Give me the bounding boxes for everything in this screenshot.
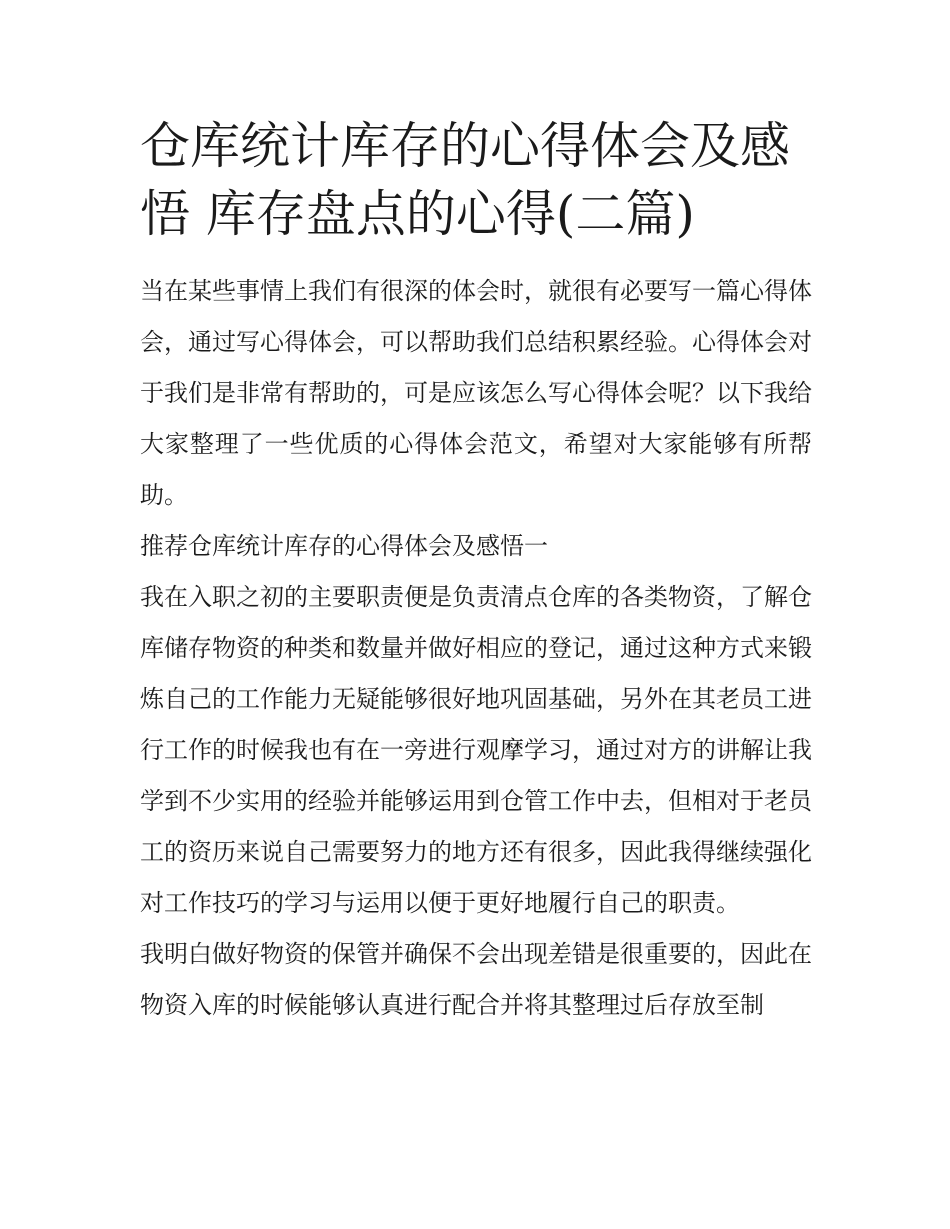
document-title: 仓库统计库存的心得体会及感悟 库存盘点的心得(二篇) xyxy=(140,117,790,243)
section-heading: 推荐仓库统计库存的心得体会及感悟一 xyxy=(140,532,548,560)
intro-paragraph: 当在某些事情上我们有很深的体会时，就很有必要写一篇心得体会，通过写心得体会，可以帮助我们总结积累经验。心得体会对于我们是非常有帮助的，可是应该怎么写心得体会呢？以下我给大家整理了一些优质的心得体会范文，希望对大家能够有所帮助。 xyxy=(140,277,812,509)
body-paragraph: 我在入职之初的主要职责便是负责清点仓库的各类物资，了解仓库储存物资的种类和数量并做好相应的登记，通过这种方式来锻炼自己的工作能力无疑能够很好地巩固基础，另外在其老员工进行工作的时候我也有在一旁进行观摩学习，通过对方的讲解让我学到不少实用的经验并能够运用到仓管工作中去，但相对于老员工的资历来说自己需要努力的地方还有很多，因此我得继续强化对工作技巧的学习与运用以便于更好地履行自己的职责。 xyxy=(140,583,812,917)
document-body xyxy=(140,112,812,1031)
body-paragraph: 我明白做好物资的保管并确保不会出现差错是很重要的，因此在物资入库的时候能够认真进行配合并将其整理过后存放至制 xyxy=(140,940,812,1019)
